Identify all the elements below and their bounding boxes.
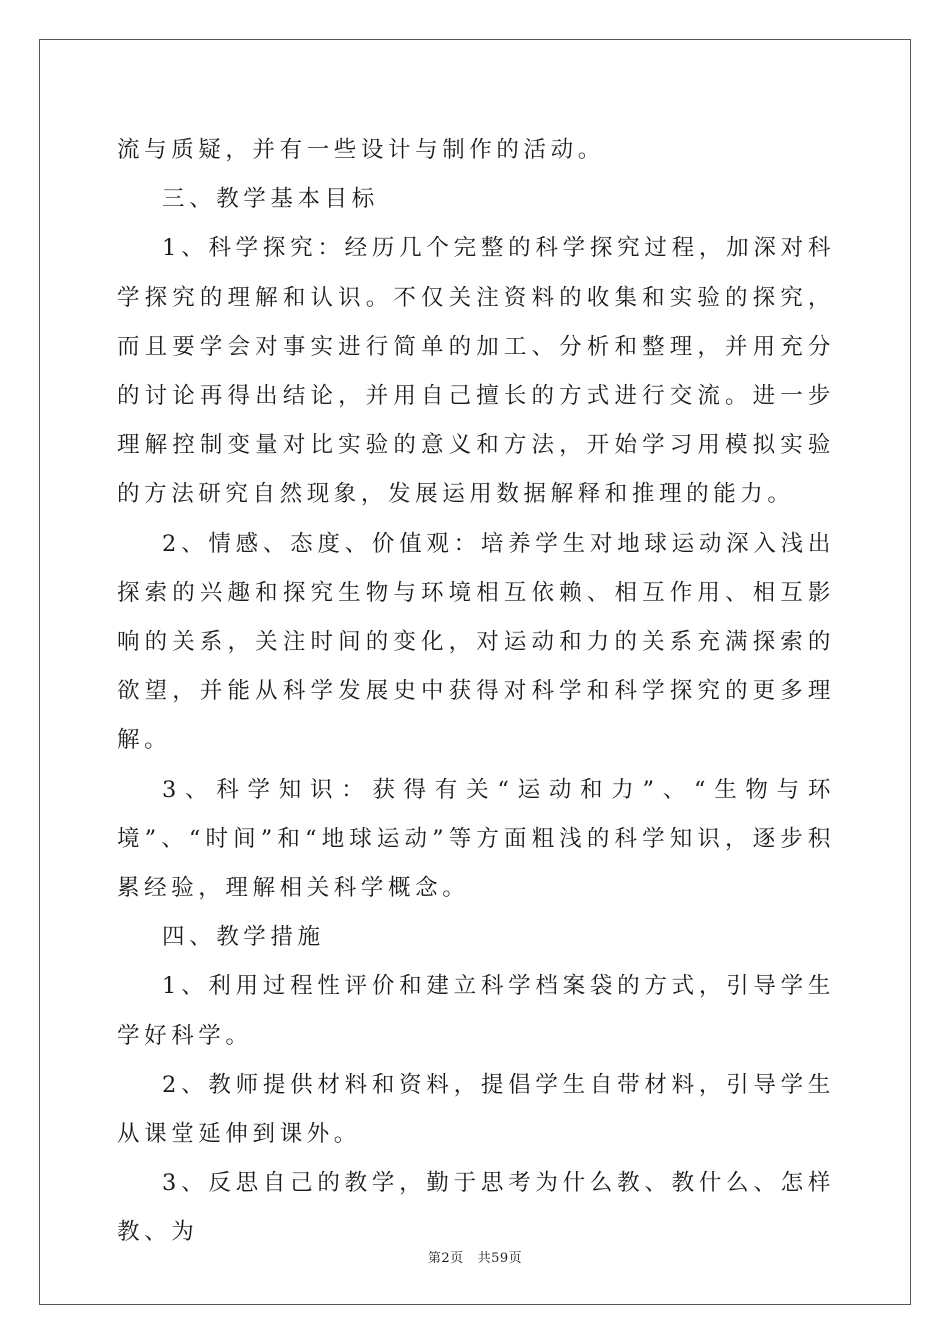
page-total: 共59页 bbox=[477, 1251, 523, 1266]
page-footer bbox=[0, 1247, 950, 1266]
section-heading-measures: 四、教学措施 bbox=[162, 924, 325, 951]
paragraph-continuation: 流与质疑，并有一些设计与制作的活动。 bbox=[117, 137, 605, 163]
paragraph-goal-knowledge: 3、科学知识：获得有关“运动和力”、“生物与环境”、“时间”和“地球运动”等方面粗浅的科学知识，逐步积累经验，理解相关科学概念。 bbox=[117, 776, 835, 902]
paragraph-measure-2: 2、教师提供材料和资料，提倡学生自带材料，引导学生从课堂延伸到课外。 bbox=[117, 1071, 835, 1148]
page-number: 第2页 bbox=[427, 1251, 464, 1266]
paragraph-measure-1: 1、利用过程性评价和建立科学档案袋的方式，引导学生学好科学。 bbox=[117, 973, 835, 1049]
paragraph-goal-inquiry: 1、科学探究：经历几个完整的科学探究过程，加深对科学探究的理解和认识。不仅关注资料的收集和实验的探究，而且要学会对事实进行简单的加工、分析和整理，并用充分的讨论再得出结论，并用自己擅长的方式进行交流。进一步理解控制变量对比实验的意义和方法，开始学习用模拟实验的方法研究自然现象，发展运用数据解释和推理的能力。 bbox=[117, 235, 835, 508]
document-body bbox=[117, 126, 835, 1258]
paragraph-goal-attitude: 2、情感、态度、价值观：培养学生对地球运动深入浅出探索的兴趣和探究生物与环境相互依赖、相互作用、相互影响的关系，关注时间的变化，对运动和力的关系充满探索的欲望，并能从科学发展史中获得对科学和科学探究的更多理解。 bbox=[117, 530, 835, 754]
section-heading-goals: 三、教学基本目标 bbox=[162, 186, 379, 213]
paragraph-measure-3: 3、反思自己的教学，勤于思考为什么教、教什么、怎样教、为 bbox=[117, 1170, 835, 1246]
